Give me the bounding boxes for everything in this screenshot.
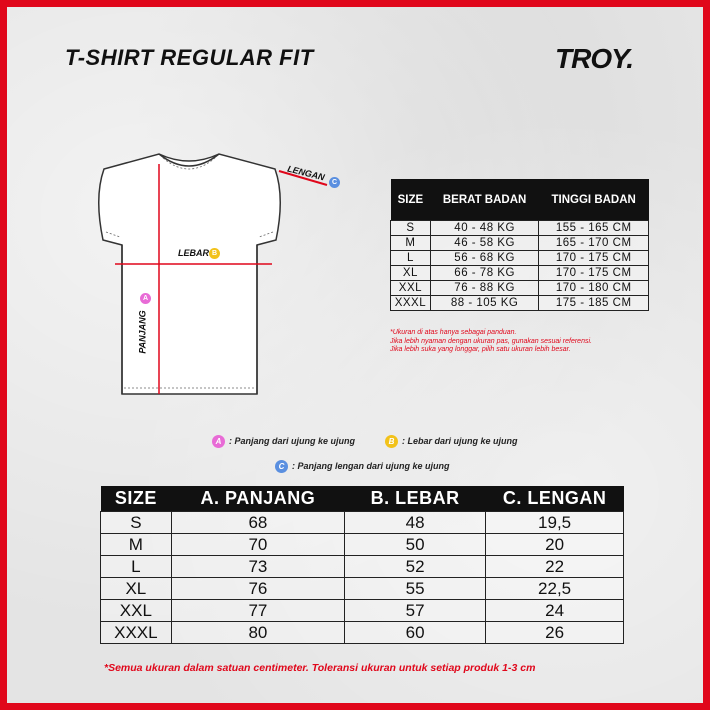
table-row xyxy=(391,236,649,251)
size-guide-note xyxy=(390,329,592,355)
table-cell: 22 xyxy=(486,556,624,578)
table-cell: XL xyxy=(391,266,431,281)
table-cell: 24 xyxy=(486,600,624,622)
table-cell: L xyxy=(391,251,431,266)
legend-text: : Panjang dari ujung ke ujung xyxy=(229,435,356,446)
table-cell: XL xyxy=(101,578,172,600)
note-line: Jika lebih nyaman dengan ukuran pas, gunakan sesuai referensi. xyxy=(390,337,592,345)
table-cell: L xyxy=(101,556,172,578)
table-cell: 26 xyxy=(486,622,624,644)
table-cell: 46 - 58 KG xyxy=(430,236,539,251)
table-cell: S xyxy=(101,512,172,534)
table-row xyxy=(391,251,649,266)
table-cell: 155 - 165 CM xyxy=(539,221,649,236)
table-cell: 48 xyxy=(345,512,486,534)
table-cell: XXXL xyxy=(391,296,431,311)
table-cell: 76 - 88 KG xyxy=(430,281,539,296)
note-line: *Ukuran di atas hanya sebagai panduan. xyxy=(390,329,517,336)
table-row xyxy=(391,296,649,311)
legend-item-b xyxy=(385,435,518,448)
column-header: A. PANJANG xyxy=(171,486,344,512)
column-header: C. LENGAN xyxy=(486,486,624,512)
table-row xyxy=(391,221,649,236)
table-header-row xyxy=(391,179,649,221)
page-title: T-SHIRT REGULAR FIT xyxy=(65,45,314,70)
table-row xyxy=(101,622,624,644)
table-cell: 165 - 170 CM xyxy=(539,236,649,251)
table-cell: 52 xyxy=(345,556,486,578)
badge-c-icon: C xyxy=(329,177,340,188)
table-cell: 40 - 48 KG xyxy=(430,221,539,236)
badge-c-icon: C xyxy=(275,460,288,473)
column-header: B. LEBAR xyxy=(345,486,486,512)
table-cell: 66 - 78 KG xyxy=(430,266,539,281)
table-cell: XXL xyxy=(391,281,431,296)
lengan-label: LENGAN xyxy=(286,163,326,183)
note-line: Jika lebih suka yang longgar, pilih satu ukuran lebih besar. xyxy=(390,346,571,353)
table-cell: 170 - 175 CM xyxy=(539,266,649,281)
table-cell: 70 xyxy=(171,534,344,556)
table-cell: M xyxy=(101,534,172,556)
legend-item-a xyxy=(212,435,355,448)
table-cell: 76 xyxy=(171,578,344,600)
table-cell: XXL xyxy=(101,600,172,622)
table-cell: 77 xyxy=(171,600,344,622)
table-row xyxy=(101,556,624,578)
table-cell: 60 xyxy=(345,622,486,644)
lebar-label: LEBAR xyxy=(178,248,209,258)
table-cell: 88 - 105 KG xyxy=(430,296,539,311)
table-cell: 170 - 175 CM xyxy=(539,251,649,266)
column-header: SIZE xyxy=(391,179,431,221)
table-cell: 50 xyxy=(345,534,486,556)
table-cell: 55 xyxy=(345,578,486,600)
legend-text: : Lebar dari ujung ke ujung xyxy=(402,435,518,446)
table-cell: 57 xyxy=(345,600,486,622)
table-row xyxy=(101,534,624,556)
table-cell: S xyxy=(391,221,431,236)
table-cell: XXXL xyxy=(101,622,172,644)
table-row xyxy=(101,578,624,600)
table-cell: 175 - 185 CM xyxy=(539,296,649,311)
column-header: BERAT BADAN xyxy=(430,179,539,221)
table-cell: M xyxy=(391,236,431,251)
panjang-label: PANJANG xyxy=(137,310,148,354)
measure-lines xyxy=(47,152,347,412)
table-row xyxy=(101,600,624,622)
footer-note: *Semua ukuran dalam satuan centimeter. Toleransi ukuran untuk setiap produk 1-3 cm xyxy=(104,662,536,674)
legend-item-c xyxy=(275,460,450,473)
badge-b-icon: B xyxy=(385,435,398,448)
body-size-table xyxy=(390,179,649,311)
badge-a-icon: A xyxy=(212,435,225,448)
table-row xyxy=(101,512,624,534)
table-cell: 56 - 68 KG xyxy=(430,251,539,266)
table-row xyxy=(391,281,649,296)
badge-a-icon: A xyxy=(140,293,151,304)
table-cell: 73 xyxy=(171,556,344,578)
table-cell: 19,5 xyxy=(486,512,624,534)
table-cell: 170 - 180 CM xyxy=(539,281,649,296)
table-cell: 80 xyxy=(171,622,344,644)
brand-logo: TROY. xyxy=(555,43,633,74)
table-cell: 22,5 xyxy=(486,578,624,600)
tshirt-diagram xyxy=(47,152,347,412)
table-cell: 68 xyxy=(171,512,344,534)
badge-b-icon: B xyxy=(209,248,220,259)
legend-text: : Panjang lengan dari ujung ke ujung xyxy=(292,460,450,471)
table-header-row xyxy=(101,486,624,512)
garment-size-table xyxy=(100,486,624,644)
column-header: TINGGI BADAN xyxy=(539,179,649,221)
table-cell: 20 xyxy=(486,534,624,556)
table-row xyxy=(391,266,649,281)
column-header: SIZE xyxy=(101,486,172,512)
